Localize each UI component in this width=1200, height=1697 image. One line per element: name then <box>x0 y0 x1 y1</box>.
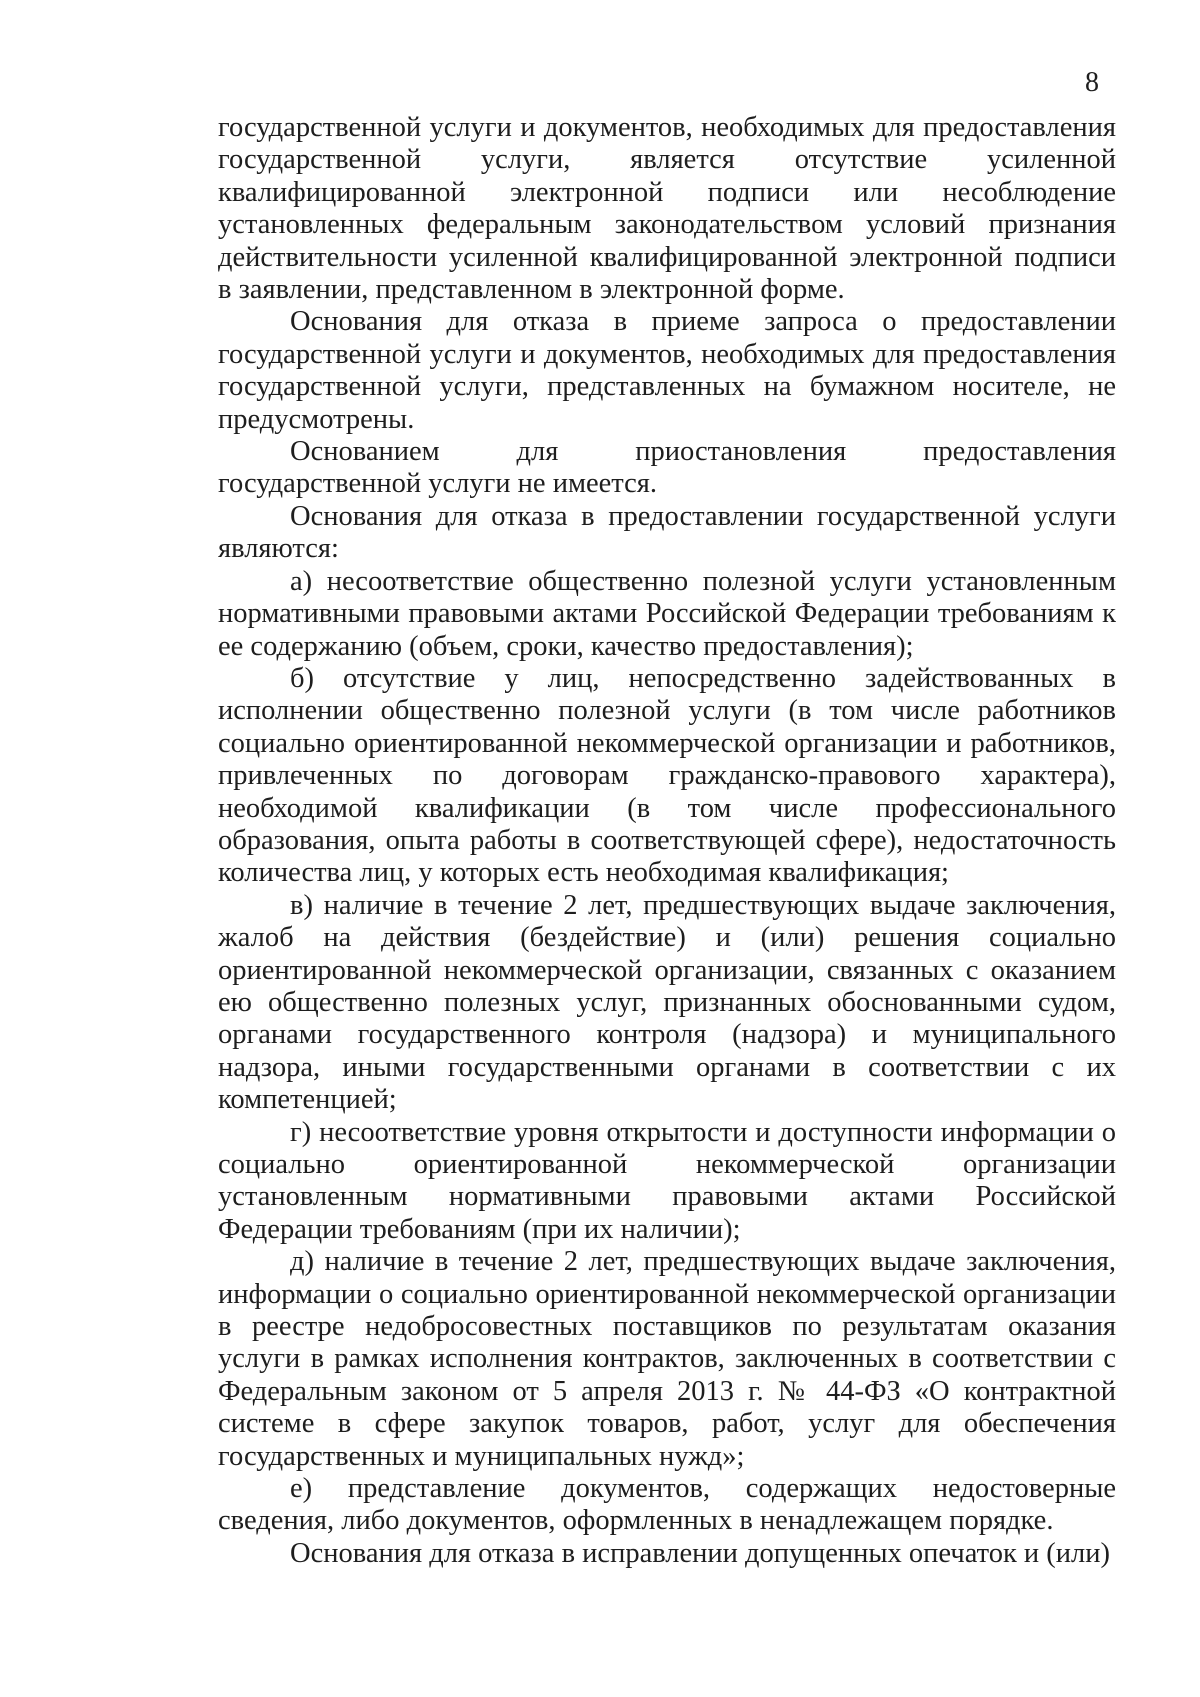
page-number: 8 <box>1085 67 1099 98</box>
document-body <box>218 112 1116 1570</box>
list-item-g: г) несоответствие уровня открытости и доступности информации о социально ориентированной некоммерческой организации установленным нормативными правовыми актами Российской Федерации требованиям (при их наличии); <box>218 1116 1116 1245</box>
list-item-b: б) отсутствие у лиц, непосредственно задействованных в исполнении общественно полезной услуги (в том числе работников социально ориентированной некоммерческой организации и работников, привлеченных по договорам гражданско-правового характера), необходимой квалификации (в том числе профессионального образования, опыта работы в соответствующей сфере), недостаточность количества лиц, у которых есть необходимая квалификация; <box>218 662 1116 889</box>
paragraph-no-refusal-paper: Основания для отказа в приеме запроса о предоставлении государственной услуги и документов, необходимых для предоставления государственной услуги, представленных на бумажном носителе, не предусмотрены. <box>218 306 1116 435</box>
list-item-a: а) несоответствие общественно полезной услуги установленным нормативными правовыми актами Российской Федерации требованиям к ее содержанию (объем, сроки, качество предоставления); <box>218 565 1116 662</box>
paragraph-refusal-grounds: Основания для отказа в предоставлении государственной услуги являются: <box>218 500 1116 565</box>
paragraph-continuation: государственной услуги и документов, необходимых для предоставления государственной услуги, является отсутствие усиленной квалифицированной электронной подписи или несоблюдение установленных федеральным законодательством условий признания действительности усиленной квалифицированной электронной подписи в заявлении, представленном в электронной форме. <box>218 112 1116 306</box>
list-item-e: е) представление документов, содержащих недостоверные сведения, либо документов, оформленных в ненадлежащем порядке. <box>218 1473 1116 1537</box>
paragraph-corrections: Основания для отказа в исправлении допущенных опечаток и (или) <box>290 1537 1111 1569</box>
list-item-v: в) наличие в течение 2 лет, предшествующих выдаче заключения, жалоб на действия (бездействие) и (или) решения социально ориентированной некоммерческой организации, связанных с оказанием ею общественно полезных услуг, признанных обоснованными судом, органами государственного контроля (надзора) и муниципального надзора, иными государственными органами в соответствии с их компетенцией; <box>218 889 1116 1116</box>
list-item-d: д) наличие в течение 2 лет, предшествующих выдаче заключения, информации о социально ориентированной некоммерческой организации в реестре недобросовестных поставщиков по результатам оказания услуги в рамках исполнения контрактов, заключенных в соответствии с Федеральным законом от 5 апреля 2013 г. № 44-ФЗ «О контрактной системе в сфере закупок товаров, работ, услуг для обеспечения государственных и муниципальных нужд»; <box>218 1246 1116 1472</box>
paragraph-suspension: Основанием для приостановления предоставления государственной услуги не имеется. <box>218 436 1116 500</box>
